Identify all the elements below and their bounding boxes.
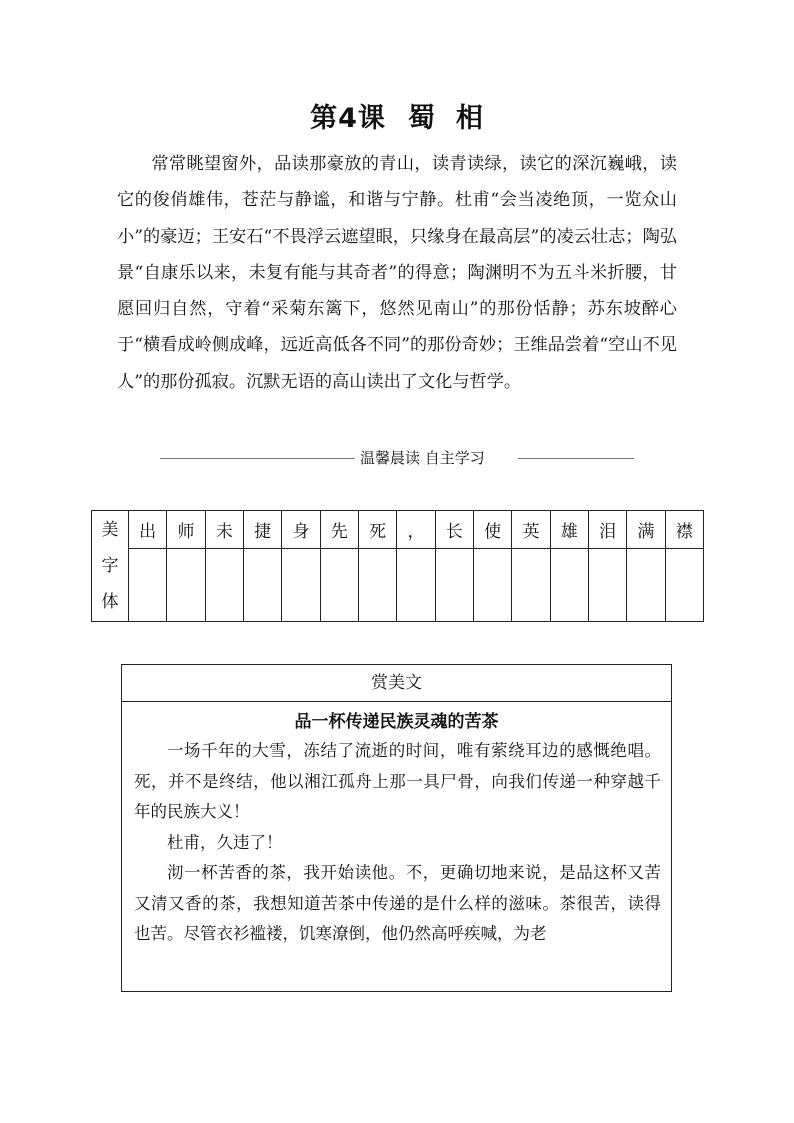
model-char-cell: 泪 <box>588 511 626 549</box>
model-char-cell: 英 <box>512 511 550 549</box>
model-char-cell: 死 <box>358 511 396 549</box>
table-label-cell <box>92 511 129 622</box>
calligraphy-practice-table <box>91 510 704 622</box>
practice-cell[interactable] <box>205 549 243 622</box>
model-char-cell: 先 <box>320 511 358 549</box>
practice-cell[interactable] <box>435 549 473 622</box>
box-header: 赏美文 <box>122 665 671 702</box>
model-char-cell: 长 <box>435 511 473 549</box>
intro-paragraph: 常常眺望窗外，品读那豪放的青山，读青读绿，读它的深沉巍峨，读它的俊俏雄伟，苍茫与静谧，和谐与宁静。杜甫“会当凌绝顶，一览众山小”的豪迈；王安石“不畏浮云遮望眼，只缘身在最高层”的凌云壮志；陶弘景“自康乐以来，未复有能与其奇者”的得意；陶渊明不为五斗米折腰，甘愿回归自然，守着“采菊东篱下，悠然见南山”的那份恬静；苏东坡醉心于“横看成岭侧成峰，远近高低各不同”的那份奇妙；王维品尝着“空山不见人”的那份孤寂。沉默无语的高山读出了文化与哲学。 <box>117 154 677 392</box>
essay-paragraph: 杜甫，久违了！ <box>167 832 283 852</box>
model-char-cell: 雄 <box>550 511 588 549</box>
practice-cell[interactable] <box>473 549 511 622</box>
practice-cell[interactable] <box>512 549 550 622</box>
essay-paragraph: 沏一杯苦香的茶，我开始读他。不，更确切地来说，是品这杯又苦又清又香的茶，我想知道苦茶中传递的是什么样的滋味。茶很苦，读得也苦。尽管衣衫褴褛，饥寒潦倒，他仍然高呼疾喊，为老 <box>134 863 661 943</box>
model-char-cell: 使 <box>473 511 511 549</box>
model-char-cell: 捷 <box>243 511 281 549</box>
model-char-cell: ， <box>397 511 435 549</box>
model-char-cell: 未 <box>205 511 243 549</box>
title-char-1: 蜀 <box>407 103 436 134</box>
practice-cell[interactable] <box>627 549 665 622</box>
label-char: 美 <box>101 520 119 540</box>
essay-body <box>122 732 671 950</box>
appreciation-box <box>121 664 672 992</box>
practice-cell[interactable] <box>397 549 435 622</box>
lesson-number: 第4课 <box>310 103 386 134</box>
practice-cell[interactable] <box>358 549 396 622</box>
intro-passage <box>117 146 677 400</box>
divider-line-right <box>518 458 634 459</box>
model-char-cell: 出 <box>129 511 167 549</box>
essay-title: 品一杯传递民族灵魂的苦茶 <box>294 712 499 732</box>
page-title <box>0 96 794 135</box>
divider-line-left <box>160 458 355 459</box>
practice-cell[interactable] <box>167 549 205 622</box>
practice-cell[interactable] <box>320 549 358 622</box>
model-char-cell: 师 <box>167 511 205 549</box>
model-char-cell: 襟 <box>665 511 703 549</box>
section-divider <box>160 447 634 469</box>
label-char: 字 <box>101 556 119 576</box>
practice-cell[interactable] <box>282 549 320 622</box>
label-char: 体 <box>101 592 119 612</box>
title-char-2: 相 <box>455 103 484 134</box>
section-label: 温馨晨读 自主学习 <box>360 449 485 467</box>
essay-paragraph: 一场千年的大雪，冻结了流逝的时间，唯有萦绕耳边的感慨绝唱。死，并不是终结，他以湘江孤舟上那一具尸骨，向我们传递一种穿越千年的民族大义！ <box>134 741 661 821</box>
model-char-cell: 身 <box>282 511 320 549</box>
model-char-cell: 满 <box>627 511 665 549</box>
practice-cell[interactable] <box>665 549 703 622</box>
practice-cell[interactable] <box>588 549 626 622</box>
practice-cell[interactable] <box>550 549 588 622</box>
practice-cell[interactable] <box>129 549 167 622</box>
practice-cell[interactable] <box>243 549 281 622</box>
